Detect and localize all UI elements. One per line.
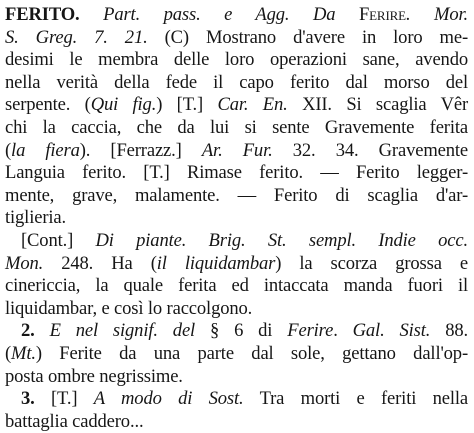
entry-line [5,185,468,208]
entry-line [5,207,468,230]
entry-text [80,4,104,25]
italic-citation: E nel signif. del [49,320,196,342]
entry-text: ). [Ferrazz.] [79,139,202,161]
italic-citation: Mor. [433,4,468,25]
entry-text: § 6 di [195,320,288,342]
italic-citation: Qui fig. [90,94,157,116]
entry-line [5,230,468,253]
entry-text: [T.] [51,388,94,410]
entry-line [5,343,468,366]
entry-text: . [333,320,353,342]
entry-line [5,253,468,276]
italic-citation: Ferire [287,320,334,342]
entry-text: [Cont.] [21,229,96,251]
italic-citation: Gal. Sist. [352,320,431,342]
entry-text: posta ombre negrissime. [5,365,183,387]
entry-text: liquidambar, e così lo raccolgono. [5,297,253,319]
entry-text: mente, grave, malamente. — Ferito di scaglia d'ar- [5,184,468,206]
entry-text: ( [5,342,12,364]
entry-text: cinericcia, la quale ferita ed intaccata manda fuori il [5,275,468,297]
entry-text: 32. 34. Gravemente [272,139,468,161]
entry-text: nella verità della fede il capo ferito dal morso del [5,71,468,93]
entry-line [5,162,468,185]
italic-citation: Mon. [5,252,44,274]
entry-text: (C) Mostrano d'avere in loro me- [147,26,468,48]
dictionary-entry-ferito [5,4,468,433]
italic-citation: Mt. [11,342,36,364]
entry-text: serpente. ( [5,94,91,116]
entry-line [5,117,468,140]
italic-citation: Di piante. Brig. St. sempl. Indie occ. [95,229,468,251]
entry-text: ( [5,139,12,161]
entry-text: Ferire [358,4,406,25]
headword-or-number: 3. [21,388,52,410]
italic-citation: S. Greg. 7. 21. [5,26,148,48]
entry-text: desimi le membra delle loro operazioni sane, avendo [5,49,468,71]
entry-text: 248. Ha ( [43,252,157,274]
italic-citation: . [405,4,434,25]
entry-line [5,27,468,50]
entry-line [5,4,468,27]
entry-text: ) Ferite da una parte dal sole, gettano dall'op- [35,342,468,364]
entry-text: ) [T.] [156,94,218,116]
entry-text: Languia ferito. [T.] Rimase ferito. — Ferito legger- [5,162,468,184]
italic-citation: Ar. Fur. [201,139,273,161]
entry-line [5,140,468,163]
entry-text: battaglia caddero... [5,410,144,432]
entry-line [5,298,468,321]
headword-or-number: FERITO. [5,4,80,25]
entry-line [5,366,468,389]
entry-text: tiglieria. [5,207,66,229]
italic-citation: A modo di Sost. [93,388,244,410]
entry-line [5,388,468,411]
italic-citation: Part. pass. e Agg. Da [103,4,359,25]
entry-line [5,320,468,343]
entry-line [5,72,468,95]
entry-text: Tra morti e feriti nella [243,388,468,410]
entry-line [5,94,468,117]
italic-citation: la fiera [11,139,80,161]
entry-text: 88. [430,320,468,342]
italic-citation: il liquidambar [156,252,276,274]
entry-line [5,49,468,72]
entry-line [5,411,468,433]
entry-line [5,275,468,298]
entry-text: ) la scorza grossa e [275,252,469,274]
entry-text: chi la caccia, che da lui si sente Gravemente ferita [5,116,468,138]
entry-text: XII. Si scaglia Vêr [287,94,468,116]
italic-citation: Car. En. [217,94,288,116]
headword-or-number: 2. [21,320,50,342]
